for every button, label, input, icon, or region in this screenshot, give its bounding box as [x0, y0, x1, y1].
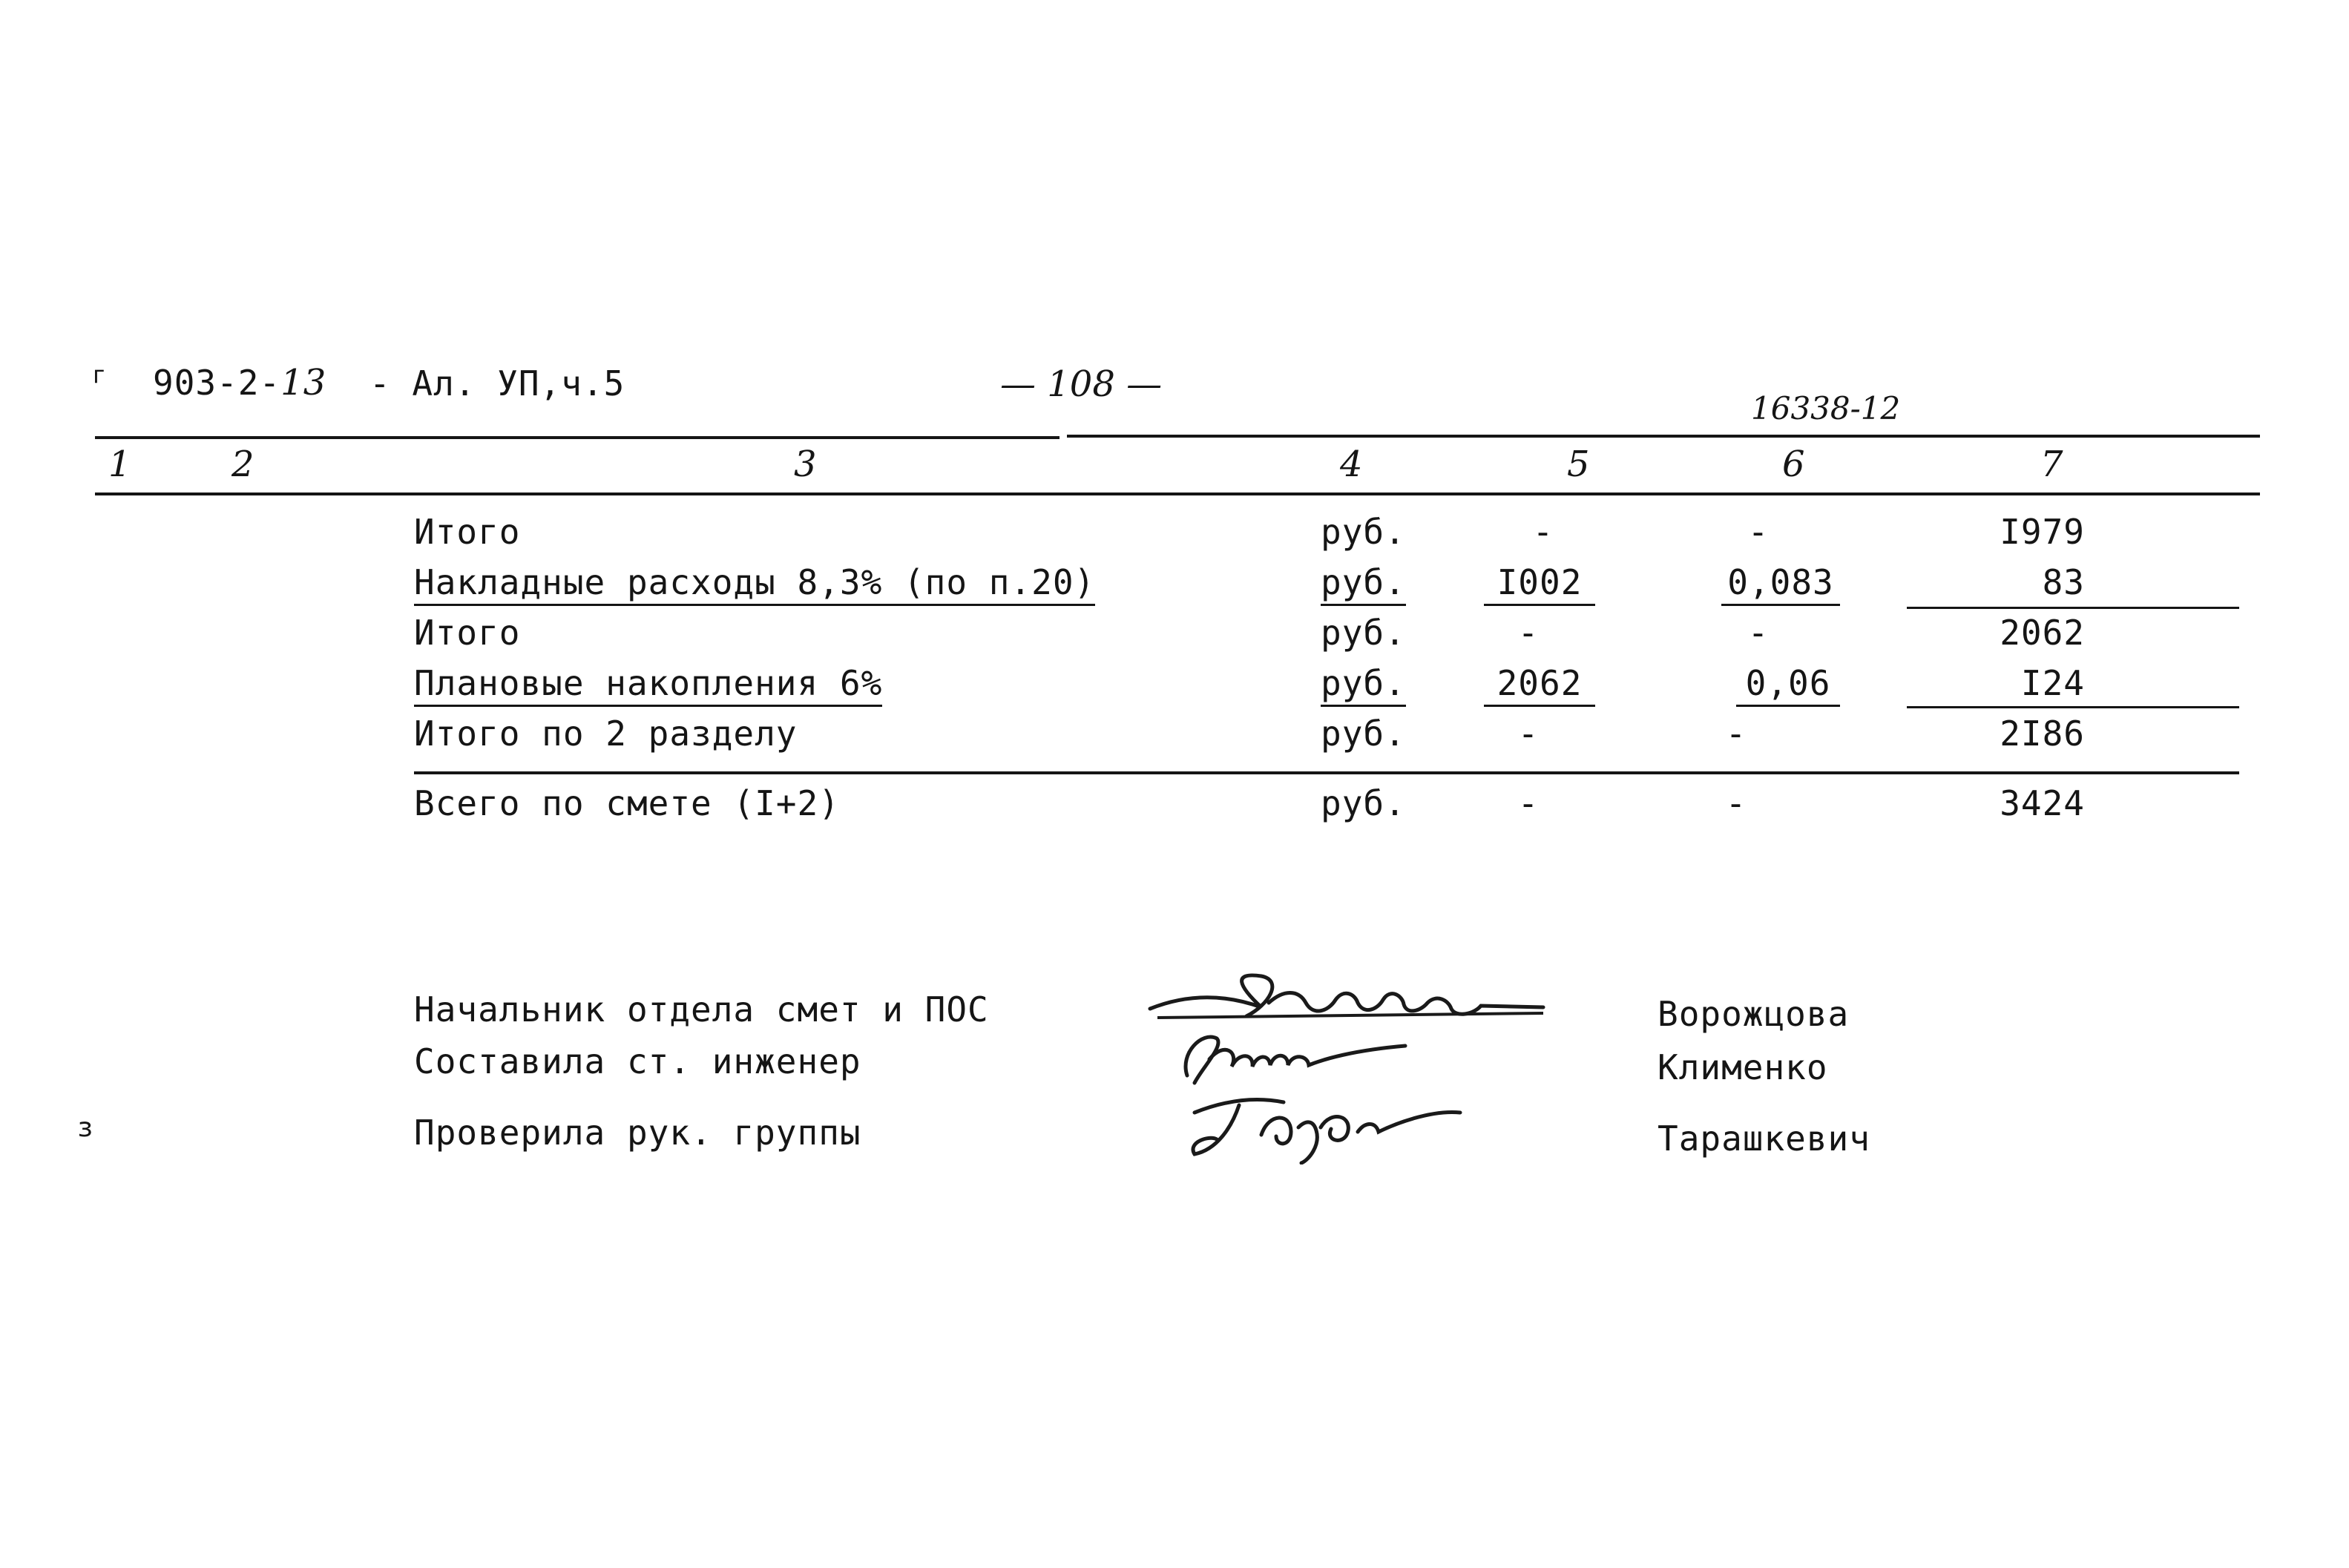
row-2-name: Накладные расходы 8,3% (по п.20): [414, 562, 1095, 606]
row-5-rate: -: [1725, 714, 1747, 754]
handwritten-signature-2: [1172, 1024, 1439, 1090]
row-3-base: -: [1517, 613, 1540, 653]
album-reference: - Ал. УП,ч.5: [369, 363, 625, 403]
row-2-rate: 0,083: [1721, 562, 1840, 606]
column-header-4: 4: [1340, 444, 1363, 485]
header-rule-left: [95, 436, 1059, 439]
row-1-amount: I979: [2000, 512, 2085, 552]
document-code: [153, 362, 326, 403]
row-2-base: I002: [1484, 562, 1595, 606]
row-3-unit: руб.: [1321, 613, 1406, 653]
row-5-name: Итого по 2 разделу: [414, 714, 798, 754]
signature-role-1: Начальник отдела смет и ПОС: [414, 989, 989, 1030]
row-2-amount: 83: [2042, 562, 2085, 602]
column-header-5: 5: [1567, 444, 1590, 485]
signature-name-3: Тарашкевич: [1658, 1119, 1870, 1159]
signature-name-1: Ворожцова: [1658, 994, 1850, 1034]
column-header-1: 1: [108, 444, 131, 485]
row-4-name: Плановые накопления 6%: [414, 663, 882, 707]
row-4-rate: 0,06: [1736, 663, 1840, 707]
row-3-amount: 2062: [2000, 613, 2085, 653]
row-6-unit: руб.: [1321, 783, 1406, 823]
section-total-rule: [414, 771, 2239, 774]
handwritten-signature-3: [1172, 1083, 1469, 1165]
handwritten-signature-1: [1143, 964, 1558, 1031]
page-number: — 108 —: [1000, 363, 1163, 405]
row-6-name: Всего по смете (I+2): [414, 783, 840, 823]
row-4-unit: руб.: [1321, 663, 1406, 707]
signature-role-2: Составила ст. инженер: [414, 1041, 861, 1081]
row-2-sum-rule: [1907, 607, 2239, 609]
row-4-amount: I24: [2020, 663, 2085, 703]
row-5-amount: 2I86: [2000, 714, 2085, 754]
column-header-6: 6: [1782, 444, 1805, 485]
header-rule-right: [1067, 435, 2260, 438]
document-code-suffix: 13: [280, 362, 326, 403]
row-4-sum-rule: [1907, 706, 2239, 708]
document-code-prefix: 903-2-: [153, 363, 281, 403]
row-6-base: -: [1517, 783, 1540, 823]
column-header-2: 2: [231, 444, 254, 485]
row-5-unit: руб.: [1321, 714, 1406, 754]
row-6-amount: 3424: [2000, 783, 2085, 823]
registration-number: 16338-12: [1751, 390, 1901, 426]
row-6-rate: -: [1725, 783, 1747, 823]
column-header-3: 3: [794, 444, 817, 485]
row-4-base: 2062: [1484, 663, 1595, 707]
corner-mark: г: [92, 360, 108, 389]
row-3-name: Итого: [414, 613, 521, 653]
row-1-name: Итого: [414, 512, 521, 552]
row-2-unit: руб.: [1321, 562, 1406, 606]
row-1-rate: -: [1747, 512, 1770, 552]
row-1-unit: руб.: [1321, 512, 1406, 552]
signature-role-3: Проверила рук. группы: [414, 1113, 861, 1153]
row-1-base: -: [1532, 512, 1554, 552]
row-5-base: -: [1517, 714, 1540, 754]
row-3-rate: -: [1747, 613, 1770, 653]
column-header-rule: [95, 493, 2260, 495]
column-header-7: 7: [2040, 444, 2063, 485]
margin-mark: з: [77, 1113, 94, 1143]
signature-name-2: Клименко: [1658, 1047, 1828, 1087]
